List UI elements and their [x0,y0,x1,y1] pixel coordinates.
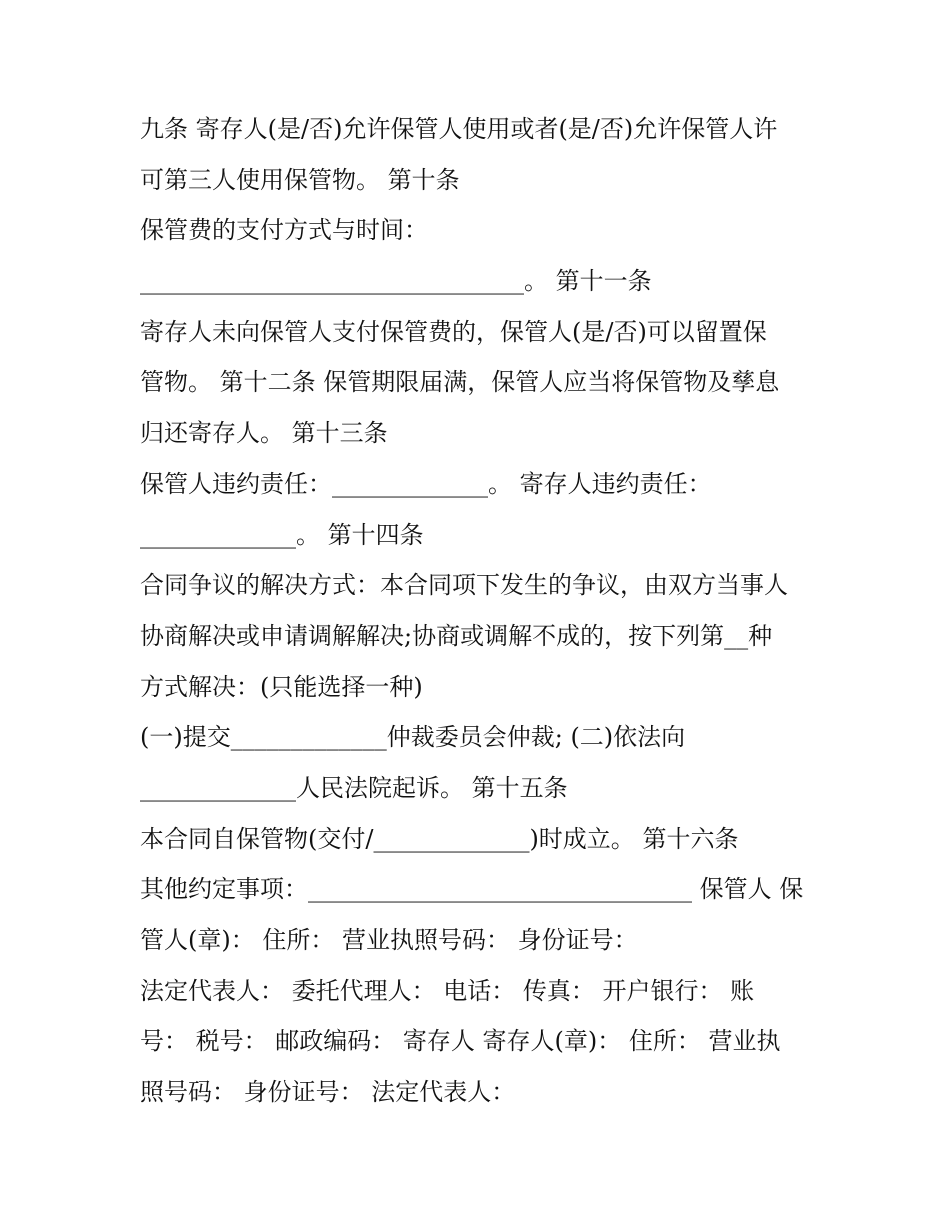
text-line: 保管人违约责任：_____________。 寄存人违约责任： [140,469,712,498]
text-line: 方式解决：(只能选择一种) [140,672,423,701]
text-line: 管人(章)： 住所： 营业执照号码： 身份证号： [140,926,638,954]
text-line: 归还寄存人。 第十三条 [140,419,388,448]
text-line: 寄存人未向保管人支付保管费的，保管人(是/否)可以留置保 [140,317,767,346]
contract-text [140,104,830,1118]
text-line: 其他约定事项：________________________________ 保管人 保 [140,875,804,904]
text-line: 本合同自保管物(交付/_____________)时成立。 第十六条 [140,824,739,853]
text-line: ________________________________。 第十一条 [140,267,652,296]
text-line: 照号码： 身份证号： 法定代表人： [140,1078,516,1107]
text-line: 九条 寄存人(是/否)允许保管人使用或者(是/否)允许保管人许 [140,115,778,143]
text-line: 法定代表人： 委托代理人： 电话： 传真： 开户银行： 账 [140,976,755,1005]
text-line: _____________。 第十四条 [140,520,424,549]
text-line: 协商解决或申请调解解决;协商或调解不成的，按下列第__种 [140,621,773,650]
text-line: 可第三人使用保管物。 第十条 [140,165,460,194]
text-line: _____________人民法院起诉。 第十五条 [140,773,568,802]
text-line: 管物。 第十二条 保管期限届满，保管人应当将保管物及孳息 [140,368,780,397]
text-line: 号： 税号： 邮政编码： 寄存人 寄存人(章)： 住所： 营业执 [140,1027,781,1056]
text-line: 合同争议的解决方式：本合同项下发生的争议，由双方当事人 [140,571,788,600]
text-line: 保管费的支付方式与时间： [140,216,428,245]
text-line: (一)提交_____________仲裁委员会仲裁; (二)依法向 [140,723,686,752]
